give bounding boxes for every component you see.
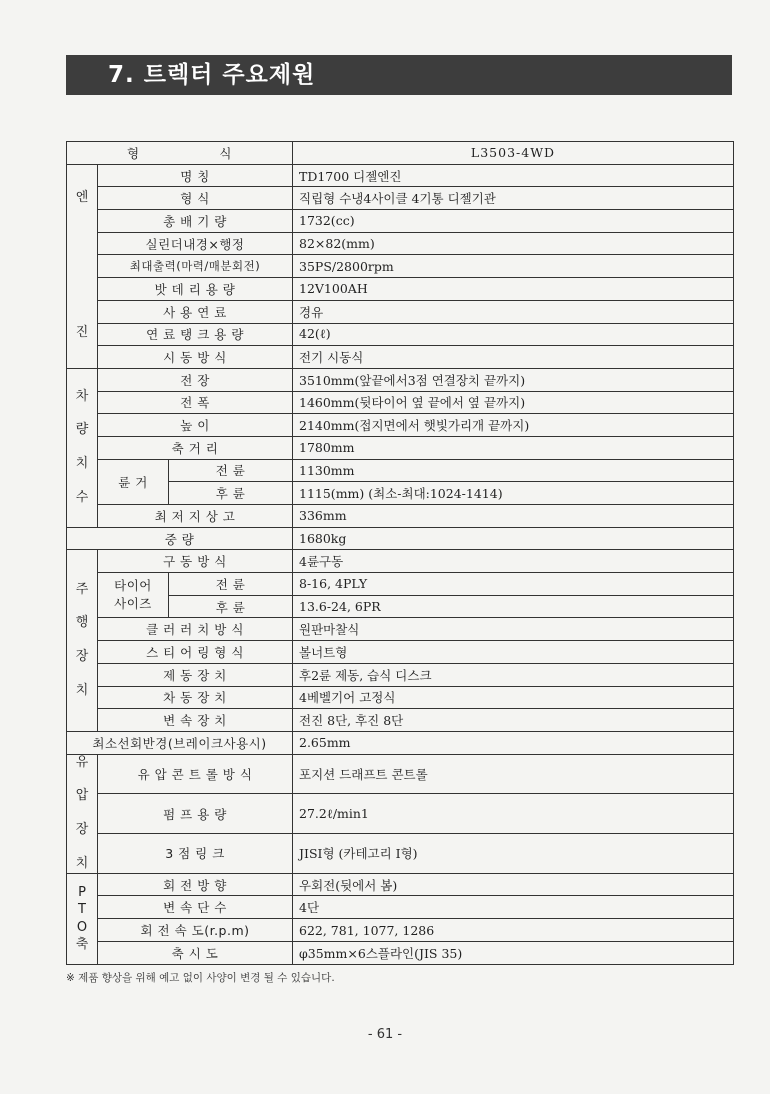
row-value: 3510mm(앞끝에서3점 연결장치 끝까지) <box>293 368 734 391</box>
table-header-row <box>67 142 734 165</box>
row-label: 축 시 도 <box>98 941 293 964</box>
table-row <box>67 459 734 482</box>
table-row <box>67 391 734 414</box>
row-value: 2.65mm <box>293 731 734 754</box>
row-label: 최 저 지 상 고 <box>98 505 293 528</box>
row-label: 형 식 <box>98 187 293 210</box>
row-value: 35PS/2800rpm <box>293 255 734 278</box>
row-value: 12V100AH <box>293 278 734 301</box>
row-value: 27.2ℓ/min1 <box>293 794 734 834</box>
row-label: 중 량 <box>67 527 293 550</box>
table-row <box>67 941 734 964</box>
row-label: 전 폭 <box>98 391 293 414</box>
row-label: 전 륜 <box>169 459 293 482</box>
row-label: 후 륜 <box>169 595 293 618</box>
row-value: 336mm <box>293 505 734 528</box>
model-value: L3503-4WD <box>293 142 734 165</box>
row-value: 1732(cc) <box>293 210 734 233</box>
row-label: 전 륜 <box>169 573 293 596</box>
row-label: 회 전 속 도(r.p.m) <box>98 919 293 942</box>
row-value: 1460mm(뒷타이어 옆 끝에서 옆 끝까지) <box>293 391 734 414</box>
row-label: 연 료 탱 크 용 량 <box>98 323 293 346</box>
row-value: 전기 시동식 <box>293 346 734 369</box>
table-row <box>67 323 734 346</box>
row-value: 622, 781, 1077, 1286 <box>293 919 734 942</box>
row-label: 실린더내경×행정 <box>98 232 293 255</box>
table-row <box>67 794 734 834</box>
table-row <box>67 505 734 528</box>
row-value: 1680kg <box>293 527 734 550</box>
row-value: 볼너트형 <box>293 641 734 664</box>
table-row <box>67 187 734 210</box>
pto-group-label: P T O 축 <box>67 873 98 964</box>
row-label: 축 거 리 <box>98 436 293 459</box>
table-row <box>67 210 734 233</box>
row-value: JISI형 (카테고리 I형) <box>293 834 734 874</box>
table-row <box>67 550 734 573</box>
row-value: 8-16, 4PLY <box>293 573 734 596</box>
row-label: 구 동 방 식 <box>98 550 293 573</box>
row-value: 직립형 수냉4사이클 4기통 디젤기관 <box>293 187 734 210</box>
row-value: 13.6-24, 6PR <box>293 595 734 618</box>
table-row <box>67 873 734 896</box>
table-row <box>67 709 734 732</box>
row-label: 최소선회반경(브레이크사용시) <box>67 731 293 754</box>
table-row <box>67 527 734 550</box>
row-value: 1780mm <box>293 436 734 459</box>
row-label: 후 륜 <box>169 482 293 505</box>
row-label: 회 전 방 향 <box>98 873 293 896</box>
row-value: 4륜구동 <box>293 550 734 573</box>
table-row <box>67 300 734 323</box>
table-row <box>67 278 734 301</box>
row-label: 높 이 <box>98 414 293 437</box>
row-label: 펌 프 용 량 <box>98 794 293 834</box>
row-value: TD1700 디젤엔진 <box>293 164 734 187</box>
row-value: 4베벨기어 고정식 <box>293 686 734 709</box>
tread-label: 륜 거 <box>98 459 169 504</box>
table-row <box>67 346 734 369</box>
row-label: 차 동 장 치 <box>98 686 293 709</box>
row-value: 42(ℓ) <box>293 323 734 346</box>
row-value: 4단 <box>293 896 734 919</box>
row-value: 포지션 드래프트 콘트롤 <box>293 754 734 794</box>
table-row <box>67 663 734 686</box>
table-row <box>67 919 734 942</box>
row-value: 원판마찰식 <box>293 618 734 641</box>
table-row <box>67 573 734 596</box>
row-value: 후2륜 제동, 습식 디스크 <box>293 663 734 686</box>
running-group-label: 주 행 장 치 <box>67 550 98 732</box>
page-number: - 61 - <box>367 1027 403 1042</box>
row-value: φ35mm×6스플라인(JIS 35) <box>293 941 734 964</box>
row-value: 82×82(mm) <box>293 232 734 255</box>
table-row <box>67 731 734 754</box>
header-label: 형 식 <box>67 142 293 165</box>
table-row <box>67 686 734 709</box>
row-label: 유 압 콘 트 롤 방 식 <box>98 754 293 794</box>
row-label: 사 용 연 료 <box>98 300 293 323</box>
row-label: 전 장 <box>98 368 293 391</box>
row-label: 클 러 러 치 방 식 <box>98 618 293 641</box>
table-row <box>67 414 734 437</box>
table-row <box>67 754 734 794</box>
hydraulic-group-label: 유 압 장 치 <box>67 754 98 873</box>
row-label: 변 속 장 치 <box>98 709 293 732</box>
row-value: 1115(mm) (최소-최대:1024-1414) <box>293 482 734 505</box>
row-value: 경유 <box>293 300 734 323</box>
row-label: 제 동 장 치 <box>98 663 293 686</box>
dimensions-group-label: 차 량 치 수 <box>67 368 98 527</box>
table-row <box>67 834 734 874</box>
row-label: 명 칭 <box>98 164 293 187</box>
row-label: 3 점 링 크 <box>98 834 293 874</box>
table-row <box>67 896 734 919</box>
table-row <box>67 436 734 459</box>
engine-group-label: 엔 진 <box>67 164 98 368</box>
table-row <box>67 255 734 278</box>
section-title: 7. 트렉터 주요제원 <box>66 55 732 95</box>
table-row <box>67 164 734 187</box>
row-value: 전진 8단, 후진 8단 <box>293 709 734 732</box>
row-label: 스 티 어 링 형 식 <box>98 641 293 664</box>
footnote: ※ 제품 향상을 위해 예고 없이 사양이 변경 될 수 있습니다. <box>66 972 335 984</box>
table-row <box>67 232 734 255</box>
spec-table <box>66 141 734 965</box>
row-value: 우회전(뒷에서 봄) <box>293 873 734 896</box>
row-label: 밧 데 리 용 량 <box>98 278 293 301</box>
row-value: 2140mm(접지면에서 햇빛가리개 끝까지) <box>293 414 734 437</box>
table-row <box>67 641 734 664</box>
row-label: 최대출력(마력/매분회전) <box>98 255 293 278</box>
table-row <box>67 618 734 641</box>
row-label: 변 속 단 수 <box>98 896 293 919</box>
table-row <box>67 368 734 391</box>
tire-size-label: 타이어 사이즈 <box>98 573 169 618</box>
row-label: 시 동 방 식 <box>98 346 293 369</box>
row-value: 1130mm <box>293 459 734 482</box>
row-label: 총 배 기 량 <box>98 210 293 233</box>
